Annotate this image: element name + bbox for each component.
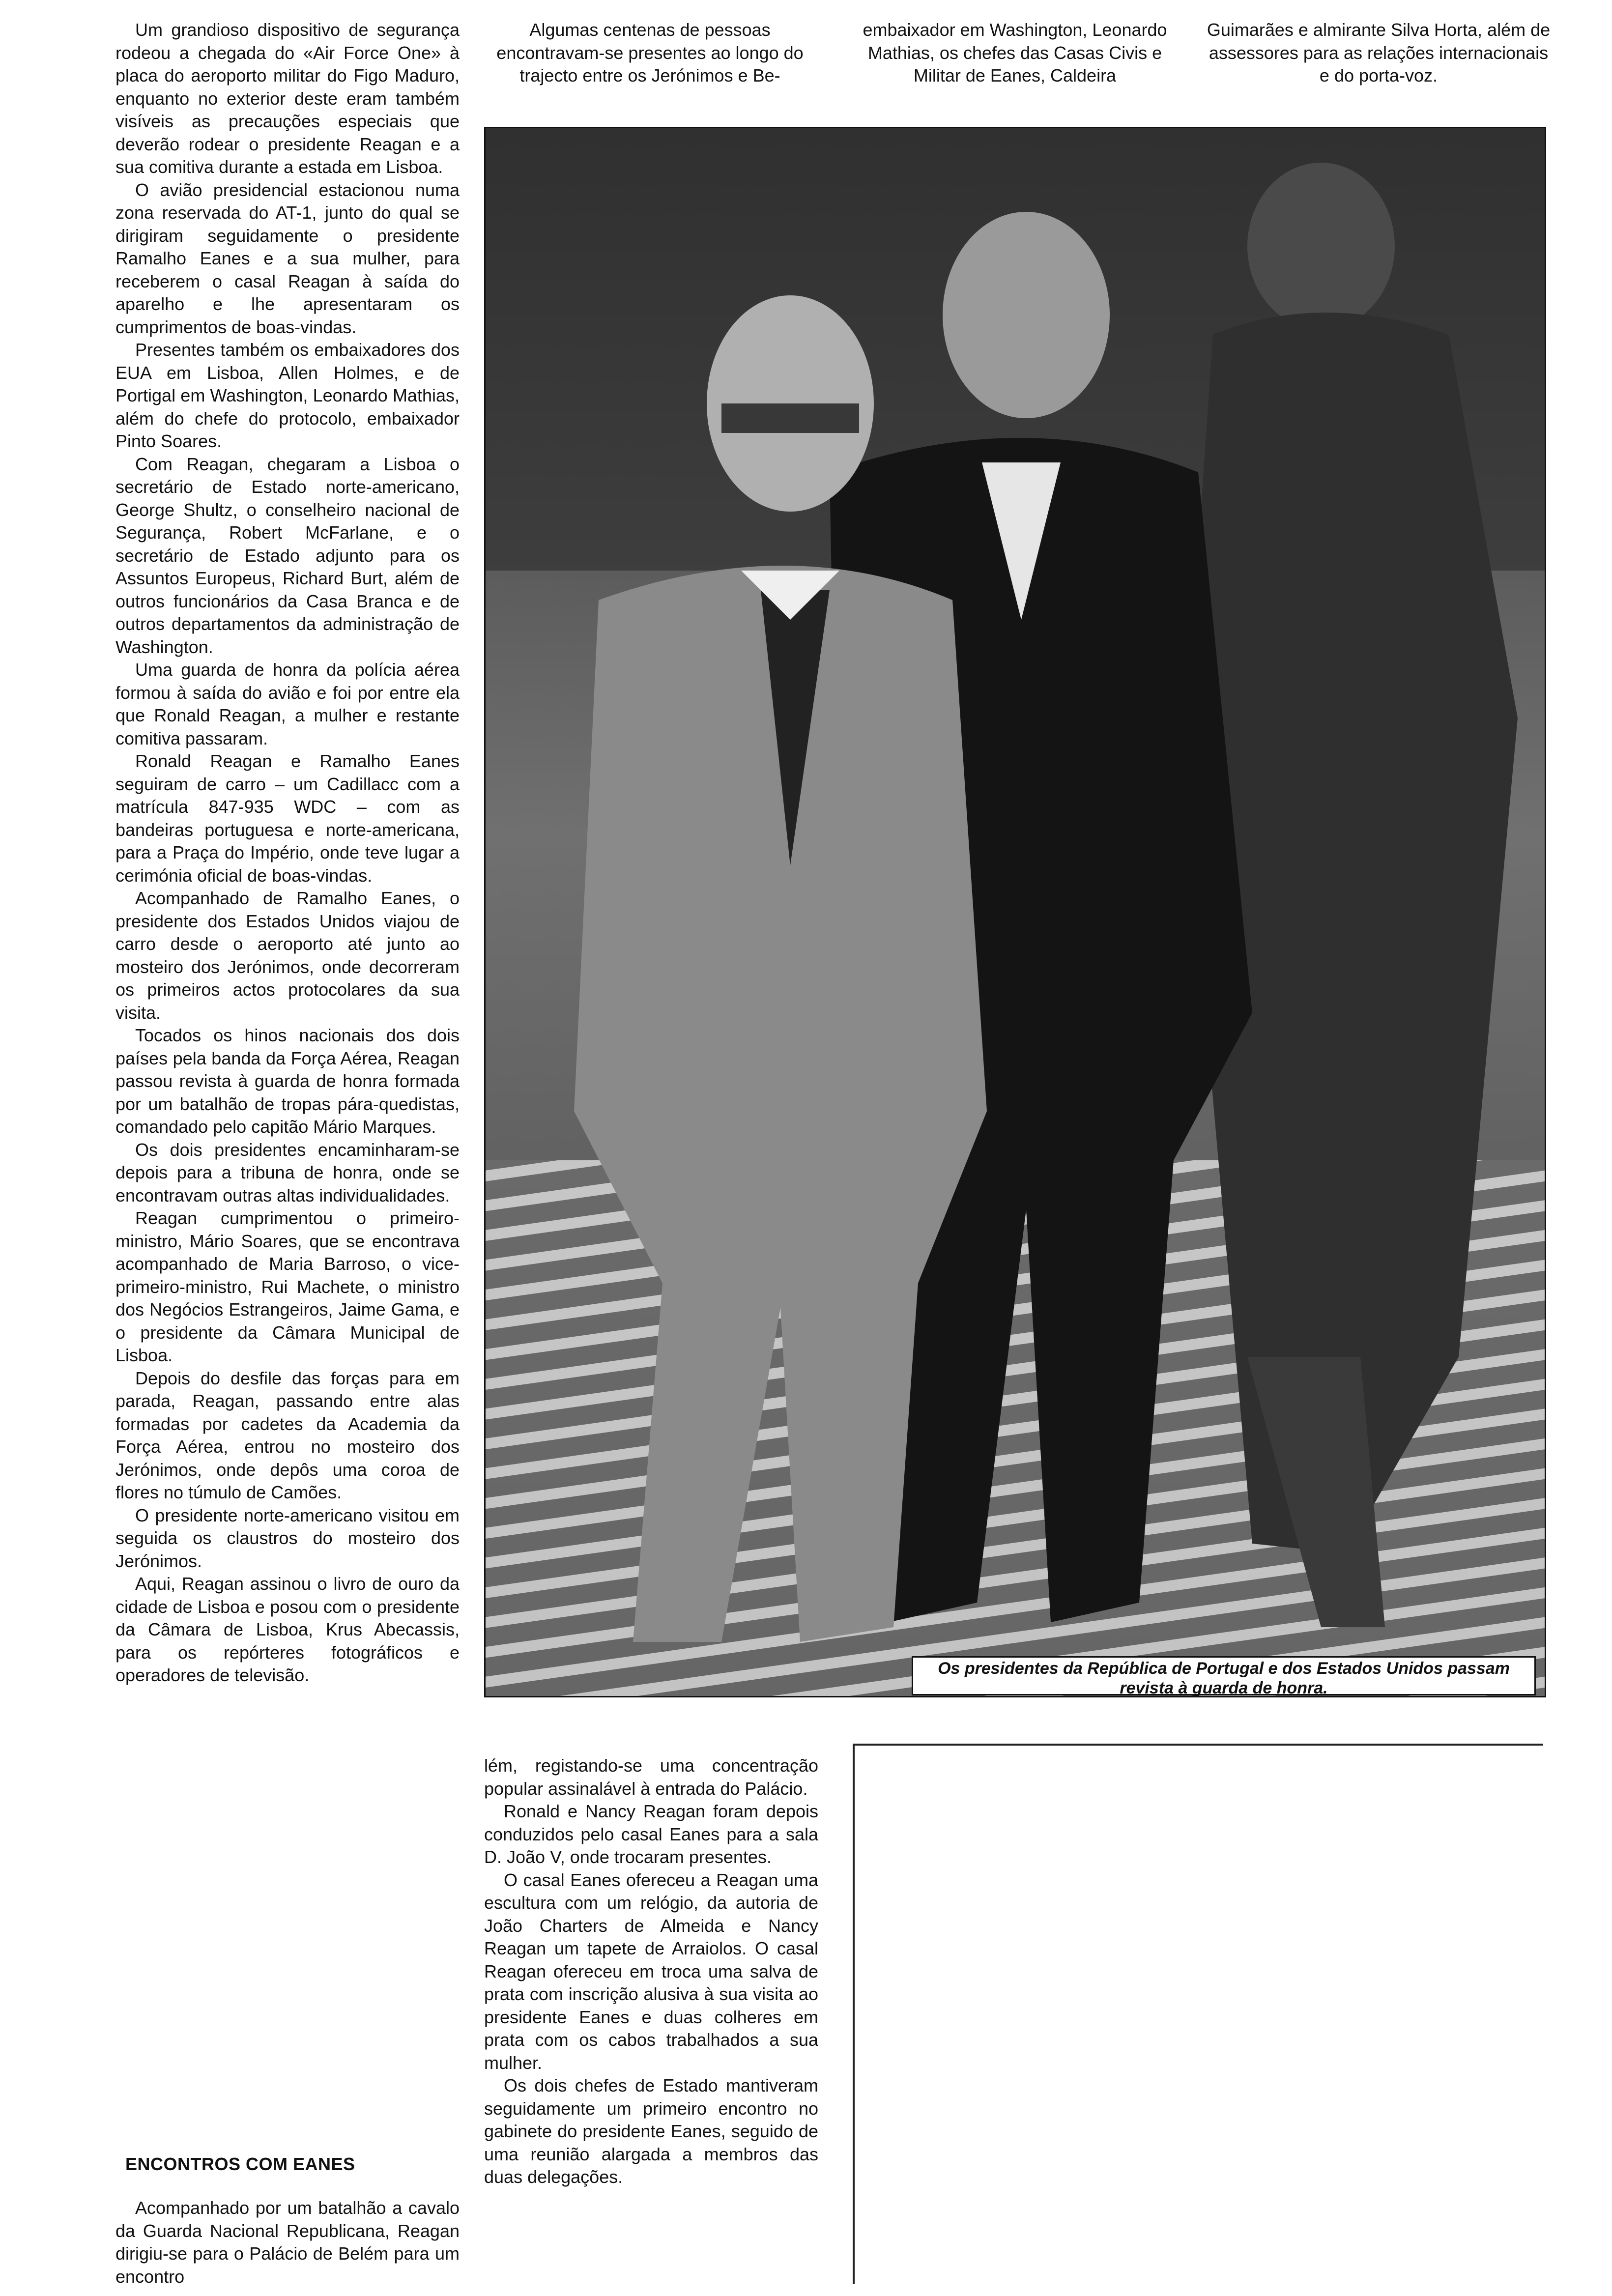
article-column-1-continued (115, 2197, 460, 2288)
paragraph: Guimarães e almirante Silva Horta, além de assessores para as relações internacionais e do porta-voz. (1207, 20, 1551, 86)
photo-caption: Os presidentes da República de Portugal e dos Estados Unidos passam revista à guarda de honra. (912, 1656, 1536, 1695)
paragraph: Uma guarda de honra da polícia aérea formou à saída do avião e foi por entre ela que Ronald Reagan, a mulher e restante comitiva passaram. (115, 660, 460, 748)
article-column-2-top (484, 19, 816, 87)
divider-rule-vertical (853, 1744, 855, 2284)
paragraph: Ronald Reagan e Ramalho Eanes seguiram de carro – um Cadillacc com a matrícula 847-935 WDC – com as bandeiras portuguesa e norte-americana, para a Praça do Império, onde teve lugar a cerimónia oficial de boas-vindas. (115, 751, 460, 886)
paragraph: Ronald e Nancy Reagan foram depois conduzidos pelo casal Eanes para a sala D. João V, onde trocaram presentes. (484, 1801, 818, 1867)
paragraph: Acompanhado por um batalhão a cavalo da Guarda Nacional Republicana, Reagan dirigiu-se para o Palácio de Belém para um encontro (115, 2198, 460, 2287)
paragraph: Reagan cumprimentou o primeiro-ministro, Mário Soares, que se encontrava acompanhado de Maria Barroso, o vice-primeiro-ministro, Rui Machete, o ministro dos Negócios Estrangeiros, Jaime Gama, e o presidente da Câmara Municipal de Lisboa. (115, 1208, 460, 1365)
paragraph: Acompanhado de Ramalho Eanes, o presidente dos Estados Unidos viajou de carro desde o aeroporto até junto ao mosteiro dos Jerónimos, onde decorreram os primeiros actos protocolares da sua visita. (115, 888, 460, 1023)
article-column-4-top (1207, 19, 1551, 87)
paragraph: Aqui, Reagan assinou o livro de ouro da cidade de Lisboa e posou com o presidente da Câmara de Lisboa, Krus Abecassis, para os repórteres fotográficos e operadores de televisão. (115, 1574, 460, 1685)
paragraph: lém, registando-se uma concentração popular assinalável à entrada do Palácio. (484, 1755, 818, 1799)
news-photo (484, 127, 1546, 1697)
paragraph: Os dois presidentes encaminharam-se depois para a tribuna de honra, onde se encontravam outras altas individualidades. (115, 1139, 460, 1205)
paragraph: Tocados os hinos nacionais dos dois países pela banda da Força Aérea, Reagan passou revista à guarda de honra formada por um batalhão de tropas pára-quedistas, comandado pelo capitão Mário Marques. (115, 1025, 460, 1137)
paragraph: Presentes também os embaixadores dos EUA em Lisboa, Allen Holmes, e de Portigal em Washington, Leonardo Mathias, além do chefe do protocolo, embaixador Pinto Soares. (115, 340, 460, 451)
article-column-3-top (845, 19, 1184, 87)
paragraph: O casal Eanes ofereceu a Reagan uma escultura com um relógio, da autoria de João Charters de Almeida e Nancy Reagan um tapete de Arraiolos. O casal Reagan ofereceu em troca uma salva de prata com inscrição alusiva à sua visita ao presidente Eanes e duas colheres em prata com os cabos trabalhados a sua mulher. (484, 1869, 818, 2073)
photo-image (486, 128, 1545, 1696)
paragraph: Os dois chefes de Estado mantiveram seguidamente um primeiro encontro no gabinete do presidente Eanes, seguido de uma reunião alargada a membros das duas delegações. (484, 2075, 818, 2187)
paragraph: Depois do desfile das forças para em parada, Reagan, passando entre alas formadas por cadetes da Academia da Força Aérea, entrou no mosteiro dos Jerónimos, onde depôs uma coroa de flores no túmulo de Camões. (115, 1368, 460, 1502)
divider-rule (853, 1744, 1543, 1746)
paragraph: O presidente norte-americano visitou em seguida os claustros do mosteiro dos Jerónimos. (115, 1505, 460, 1571)
paragraph: Um grandioso dispositivo de segurança rodeou a chegada do «Air Force One» à placa do aeroporto militar do Figo Maduro, enquanto no exterior deste eram também visíveis as precauções especiais que deverão rodear o presidente Reagan e a sua comitiva durante a estada em Lisboa. (115, 20, 460, 177)
section-subhead: ENCONTROS COM EANES (125, 2154, 355, 2174)
paragraph: Algumas centenas de pessoas encontravam-se presentes ao longo do trajecto entre os Jerónimos e Be- (496, 20, 804, 86)
paragraph: embaixador em Washington, Leonardo Mathias, os chefes das Casas Civis e Militar de Eanes, Caldeira (863, 20, 1167, 86)
article-column-1 (115, 19, 460, 1687)
paragraph: O avião presidencial estacionou numa zona reservada do AT-1, junto do qual se dirigiram seguidamente o presidente Ramalho Eanes e a sua mulher, para receberem o casal Reagan à saída do aparelho e lhe apresentaram os cumprimentos de boas-vindas. (115, 179, 460, 337)
article-column-2-bottom (484, 1754, 818, 2189)
paragraph: Com Reagan, chegaram a Lisboa o secretário de Estado norte-americano, George Shultz, o conselheiro nacional de Segurança, Robert McFarlane, e o secretário de Estado adjunto para os Assuntos Europeus, Richard Burt, além de outros funcionários da Casa Branca e de outros departamentos da administração de Washington. (115, 454, 460, 657)
